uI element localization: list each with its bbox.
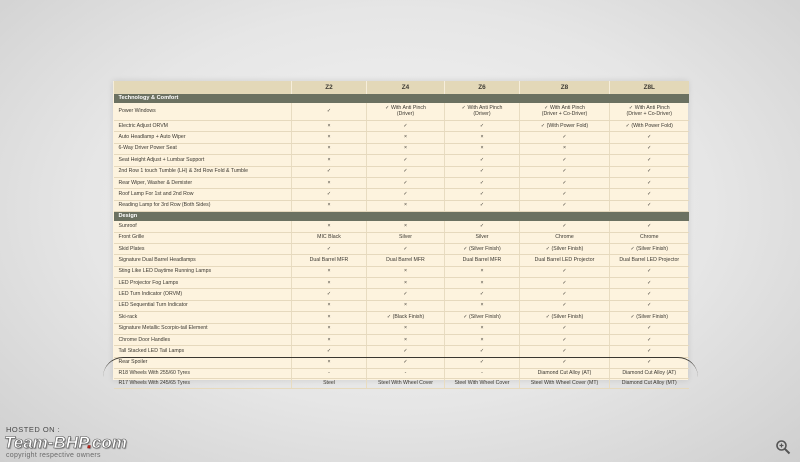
table-cell: ✓ <box>292 346 367 357</box>
feature-label: Chrome Door Handles <box>114 335 292 346</box>
table-cell: × <box>292 278 367 289</box>
table-cell: ✓ (Black Finish) <box>367 312 445 323</box>
column-header-z8l: Z8L <box>610 81 689 94</box>
table-cell: ✓ <box>610 143 689 154</box>
table-row <box>114 166 689 177</box>
section-header-row <box>114 212 689 222</box>
feature-label: LED Sequential Turn Indicator <box>114 300 292 311</box>
feature-label: Rear Spoiler <box>114 357 292 368</box>
table-body <box>114 94 689 389</box>
feature-label: Tall Stacked LED Tail Lamps <box>114 346 292 357</box>
brand-text: Team-BHP <box>4 433 88 452</box>
spec-sheet <box>113 81 688 387</box>
feature-label: 2nd Row 1 touch Tumble (LH) & 3rd Row Fold & Tumble <box>114 166 292 177</box>
section-header-row <box>114 94 689 103</box>
table-cell: Silver <box>367 232 445 243</box>
table-cell: ✓ <box>292 189 367 200</box>
table-cell: × <box>445 300 520 311</box>
table-cell: ✓ <box>610 221 689 232</box>
table-cell: - <box>445 369 520 379</box>
table-cell: ✓ <box>445 357 520 368</box>
table-cell: ✓ <box>445 166 520 177</box>
table-row <box>114 189 689 200</box>
table-cell: ✓ <box>520 357 610 368</box>
table-cell: × <box>445 143 520 154</box>
table-cell: × <box>292 266 367 277</box>
table-cell: Diamond Cut Alloy (AT) <box>520 369 610 379</box>
section-title: Technology & Comfort <box>114 94 689 103</box>
table-cell: ✓ (Silver Finish) <box>610 243 689 254</box>
table-cell: ✓ (Silver Finish) <box>445 312 520 323</box>
table-cell: ✓ <box>520 155 610 166</box>
table-cell: ✓ <box>520 166 610 177</box>
table-row <box>114 232 689 243</box>
table-cell: ✓ <box>367 357 445 368</box>
table-cell: ✓ <box>610 155 689 166</box>
table-cell: ✓ <box>367 121 445 132</box>
table-cell: × <box>292 121 367 132</box>
table-cell: ✓ <box>367 166 445 177</box>
table-cell: ✓ <box>610 177 689 188</box>
table-cell: ✓ With Anti Pinch (Driver + Co-Driver) <box>610 103 689 121</box>
table-cell: × <box>445 266 520 277</box>
table-cell: Dual Barrel LED Projector <box>520 255 610 266</box>
table-cell: ✓ <box>520 221 610 232</box>
feature-label: LED Projector Fog Lamps <box>114 278 292 289</box>
table-cell: × <box>292 155 367 166</box>
table-row <box>114 357 689 368</box>
table-cell: ✓ <box>610 335 689 346</box>
table-row <box>114 255 689 266</box>
table-row <box>114 335 689 346</box>
table-cell: Dual Barrel MFR <box>292 255 367 266</box>
table-cell: ✓ With Anti Pinch (Driver + Co-Driver) <box>520 103 610 121</box>
column-header-z4: Z4 <box>367 81 445 94</box>
table-row <box>114 155 689 166</box>
brand-dot: . <box>87 433 92 452</box>
table-cell: × <box>445 335 520 346</box>
feature-label: Sunroof <box>114 221 292 232</box>
table-cell: ✓ <box>445 200 520 211</box>
table-cell: ✓ <box>520 189 610 200</box>
table-cell: ✓ <box>367 155 445 166</box>
section-title: Design <box>114 212 689 222</box>
table-cell: × <box>367 143 445 154</box>
table-cell: ✓ <box>520 300 610 311</box>
table-row <box>114 266 689 277</box>
table-row <box>114 132 689 143</box>
table-cell: ✓ <box>445 221 520 232</box>
feature-label: Roof Lamp For 1st and 2nd Row <box>114 189 292 200</box>
table-row <box>114 177 689 188</box>
feature-label: LED Turn Indicator (ORVM) <box>114 289 292 300</box>
table-cell: ✓ <box>610 357 689 368</box>
table-row <box>114 121 689 132</box>
table-row <box>114 278 689 289</box>
table-cell: × <box>292 143 367 154</box>
table-row <box>114 103 689 121</box>
table-cell: ✓ <box>445 177 520 188</box>
table-cell: - <box>292 369 367 379</box>
table-cell: ✓ (Silver Finish) <box>610 312 689 323</box>
table-cell: ✓ <box>520 335 610 346</box>
table-cell: Chrome <box>520 232 610 243</box>
table-cell: × <box>292 357 367 368</box>
table-cell: ✓ (Silver Finish) <box>520 243 610 254</box>
feature-label: Rear Wiper, Washer & Demister <box>114 177 292 188</box>
table-cell: Steel With Wheel Cover <box>445 379 520 389</box>
table-cell: ✓ <box>367 289 445 300</box>
copyright-label: copyright respective owners <box>6 452 101 459</box>
feature-label: Signature Metallic Scorpio-tail Element <box>114 323 292 334</box>
column-header-z8: Z8 <box>520 81 610 94</box>
table-cell: × <box>367 200 445 211</box>
table-cell: × <box>292 323 367 334</box>
table-row <box>114 300 689 311</box>
table-cell: × <box>367 266 445 277</box>
table-cell: Chrome <box>610 232 689 243</box>
feature-label: R18 Wheels With 255/60 Tyres <box>114 369 292 379</box>
table-cell: - <box>367 369 445 379</box>
feature-label: Ski-rack <box>114 312 292 323</box>
table-cell: Steel With Wheel Cover <box>367 379 445 389</box>
table-cell: × <box>292 335 367 346</box>
table-cell: ✓ <box>367 189 445 200</box>
column-header <box>114 81 292 94</box>
column-header-z6: Z6 <box>445 81 520 94</box>
table-cell: ✓ <box>445 121 520 132</box>
table-cell: ✓ <box>292 243 367 254</box>
table-cell: ✓ <box>445 189 520 200</box>
table-cell: ✓ <box>520 278 610 289</box>
table-cell: MIC Black <box>292 232 367 243</box>
table-cell: ✓ <box>610 132 689 143</box>
table-cell: Steel With Wheel Cover (MT) <box>520 379 610 389</box>
table-cell: ✓ <box>610 189 689 200</box>
table-cell: ✓ <box>610 300 689 311</box>
table-cell: ✓ With Anti Pinch (Driver) <box>445 103 520 121</box>
feature-label: 6-Way Driver Power Seat <box>114 143 292 154</box>
table-row <box>114 143 689 154</box>
table-cell: ✓ <box>520 200 610 211</box>
table-cell: × <box>292 221 367 232</box>
table-cell: ✓ <box>520 132 610 143</box>
team-bhp-logo <box>4 433 127 453</box>
table-row <box>114 200 689 211</box>
table-cell: ✓ (With Power Fold) <box>610 121 689 132</box>
table-cell: × <box>367 221 445 232</box>
table-cell: Diamond Cut Alloy (MT) <box>610 379 689 389</box>
table-cell: × <box>367 323 445 334</box>
table-cell: × <box>367 132 445 143</box>
table-row <box>114 346 689 357</box>
table-cell: × <box>292 200 367 211</box>
table-row <box>114 369 689 379</box>
table-cell: ✓ (Silver Finish) <box>520 312 610 323</box>
table-row <box>114 379 689 389</box>
table-cell: Dual Barrel MFR <box>367 255 445 266</box>
table-cell: Dual Barrel LED Projector <box>610 255 689 266</box>
table-cell: × <box>292 300 367 311</box>
watermark <box>4 424 204 462</box>
table-cell: Silver <box>445 232 520 243</box>
feature-label: Reading Lamp for 3rd Row (Both Sides) <box>114 200 292 211</box>
table-row <box>114 312 689 323</box>
table-cell: × <box>445 132 520 143</box>
table-cell: ✓ <box>610 166 689 177</box>
feature-label: Auto Headlamp + Auto Wiper <box>114 132 292 143</box>
table-cell: ✓ <box>445 155 520 166</box>
feature-label: Sting Like LED Daytime Running Lamps <box>114 266 292 277</box>
table-row <box>114 323 689 334</box>
brand-suffix: com <box>91 433 127 452</box>
table-cell: ✓ <box>520 289 610 300</box>
table-cell: ✓ <box>520 323 610 334</box>
feature-label: Front Grille <box>114 232 292 243</box>
table-cell: ✓ <box>367 346 445 357</box>
table-cell: ✓ With Anti Pinch (Driver) <box>367 103 445 121</box>
table-row <box>114 221 689 232</box>
zoom-icon[interactable] <box>775 439 791 455</box>
table-cell: ✓ <box>292 166 367 177</box>
table-row <box>114 289 689 300</box>
feature-label: Power Windows <box>114 103 292 121</box>
table-row <box>114 243 689 254</box>
feature-label: R17 Wheels With 245/65 Tyres <box>114 379 292 389</box>
table-cell: Steel <box>292 379 367 389</box>
table-cell: ✓ <box>292 103 367 121</box>
table-cell: ✓ <box>520 266 610 277</box>
table-cell: × <box>292 312 367 323</box>
table-cell: ✓ <box>445 346 520 357</box>
feature-label: Electric Adjust ORVM <box>114 121 292 132</box>
table-cell: ✓ <box>610 289 689 300</box>
feature-label: Skid Plates <box>114 243 292 254</box>
table-cell: ✓ <box>610 278 689 289</box>
table-cell: ✓ <box>610 266 689 277</box>
table-header-row <box>114 81 689 94</box>
table-cell: × <box>445 278 520 289</box>
feature-label: Signature Dual Barrel Headlamps <box>114 255 292 266</box>
table-cell: ✓ <box>520 177 610 188</box>
table-cell: × <box>367 335 445 346</box>
table-cell: × <box>520 143 610 154</box>
column-header-z2: Z2 <box>292 81 367 94</box>
spec-table <box>113 81 689 389</box>
table-cell: × <box>292 132 367 143</box>
table-cell: Dual Barrel MFR <box>445 255 520 266</box>
table-cell: ✓ <box>610 323 689 334</box>
table-cell: ✓ <box>367 243 445 254</box>
table-cell: ✓ <box>520 346 610 357</box>
table-cell: ✓ (Silver Finish) <box>445 243 520 254</box>
table-cell: ✓ <box>610 346 689 357</box>
table-cell: ✓ <box>610 200 689 211</box>
table-cell: ✓ (With Power Fold) <box>520 121 610 132</box>
table-cell: × <box>292 177 367 188</box>
table-cell: ✓ <box>445 289 520 300</box>
feature-label: Seat Height Adjust + Lumbar Support <box>114 155 292 166</box>
table-cell: Diamond Cut Alloy (AT) <box>610 369 689 379</box>
table-cell: × <box>445 323 520 334</box>
table-cell: × <box>367 300 445 311</box>
table-cell: ✓ <box>367 177 445 188</box>
hosted-on-label: HOSTED ON : <box>6 425 61 434</box>
table-cell: × <box>367 278 445 289</box>
table-cell: ✓ <box>292 289 367 300</box>
